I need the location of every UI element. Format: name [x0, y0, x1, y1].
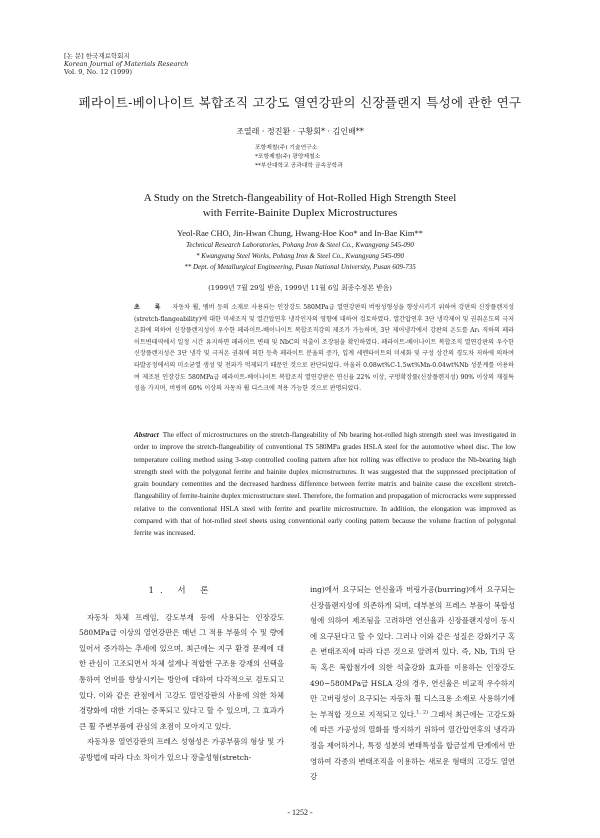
received-date: (1999년 7월 29일 받음, 1999년 11월 6일 최종수정본 받음) [208, 284, 392, 292]
title-english [0, 191, 600, 221]
page-number: - 1252 - [287, 808, 313, 817]
section-heading-introduction: 1. 서 론 [148, 586, 215, 596]
authors-korean: 조열래 · 정진환 · 구황회* · 김인배** [236, 127, 364, 136]
affiliation-ko-1: 포항제철(주) 기술연구소 [255, 145, 318, 151]
affiliation-ko-3: **부산대학교 공과대학 금속공학과 [255, 163, 343, 169]
affiliation-en-1: Technical Research Laboratories, Pohang Iron & Steel Co., Kwangyang 545-090 [186, 241, 414, 249]
abstract-korean-label: 초 록 [134, 304, 167, 311]
abstract-korean-text: 자동차 휠, 멤버 등의 소재로 사용되는 인장강도 580MPa급 열연강판의 버링성형성을 향상시키기 위하여 강판의 신장플랜지성(stretch-flangeability)에 대한 미세조직 및 열간압연후 냉각인자의 영향에 대하여 검토하였다. 열간압연후 3단 냉각제어 및 권취온도의 극저온화에 의하여 신장플랜지성이 우수한 페라이트-베이나이트 복합조직강의 제조가 가능하며, 3단 제어냉각에서 강판의 온도를 Ar₁ 직하의 페라이트변태역에서 일정 시간 유지하면 페라이트 변태 및 NbC의 석출이 조장됨을 확인하였다. 페라이트-베이나이트 복합조직 열연강판의 우수한 신장플랜지성은 3단 냉각 및 극저온 권취에 의한 등축 페라이트 분율의 증가, 입계 세멘타이트의 미세화 및 구성 상간의 경도차 저하에 의하여 타발공정에서의 미소균열 생성 및 전파가 억제되기 때문인 것으로 판단되었다. 아울러 0.08wt%C-1.5wt%Mn-0.04wt%Nb 성분계를 이용하여 제조된 인장강도 580MPa급 페라이트-베이나이트 복합조직 열연강판은 연신율 22% 이상, 구멍확장률(신장플랜지성) 90% 이상의 재질특성을 가지며, 버링비 60% 이상의 자동차 휠 디스크에 적용 가능한 것으로 판명되었다. [134, 304, 514, 393]
journal-name-ko: [논 문] 한국재료학회지 [64, 52, 130, 60]
affiliations-english [0, 240, 600, 273]
affiliation-ko-2: *포항제철(주) 광양제철소 [255, 154, 321, 160]
title-english-line2: with Ferrite-Bainite Duplex Microstructures [202, 207, 398, 219]
journal-name-en: Korean Journal of Materials Research [64, 60, 189, 68]
authors-english: Yeol-Rae CHO, Jin-Hwan Chung, Hwang-Hoe Koo* and In-Bae Kim** [176, 228, 424, 238]
affiliation-en-2: * Kwangyang Steel Works, Pohang Iron & Steel Co., Kwangyang 545-090 [195, 252, 405, 260]
abstract-english-label: Abstract [134, 431, 159, 439]
body-paragraph-3-text: ing)에서 요구되는 연신율과 버링가공(burring)에서 요구되는 신장플랜지성에 의존하게 되며, 대부분의 프레스 부품이 복합성형에 의하여 제조됨을 고려하면 연신율과 신장플랜지성이 동시에 요구된다고 할 수 있다. 그러나 이와 같은 성질은 강화기구 혹은 변태조직에 따라 다른 것으로 알려져 있다. 즉, Nb, Ti의 단독 혹은 복합첨가에 의한 석출강화 효과를 이용하는 인장강도 490~580MPa급 HSLA 강의 경우, 연신율은 비교적 우수하지만 고버링성이 요구되는 자동차 휠 디스크용 소재로 사용하기에는 부적합 것으로 지적되고 있다. [310, 585, 515, 719]
title-english-line1: A Study on the Stretch-flangeability of Hot-Rolled High Strength Steel [143, 192, 457, 204]
body-paragraph-3-tail: 그래서 최근에는 고강도화에 따른 가공성의 열화를 방지하기 위하여 열간압연후의 냉각과정을 제어하거나, 특정 성분의 변태특성을 합금설계 단계에서 반영하여 각종의 변태조직을 이용하는 새로운 형태의 고강도 열연강 [310, 709, 515, 782]
body-column-left [79, 582, 284, 766]
affiliations-korean [255, 144, 343, 171]
body-column-right [310, 582, 515, 785]
journal-header [64, 52, 188, 76]
body-paragraph-3 [310, 582, 515, 785]
journal-volume: Vol. 9, No. 12 (1999) [64, 68, 133, 76]
affiliation-en-3: ** Dept. of Metallurgical Engineering, Pusan National University, Pusan 609-735 [184, 263, 416, 271]
abstract-english [134, 429, 516, 540]
abstract-english-text: The effect of microstructures on the stretch-flangeability of Nb bearing hot-rolled high strength steel was investigated in order to improve the stretch-flangeability of conventional TS 580MPa grades HSLA steel for the automotive wheel disc. The low temperature coiling method using 3-step controlled cooling pattern after hot rolling was effective to produce the Nb-bearing high strength steel with the polygonal ferrite and bainite duplex microstructures. It was suggested that the suppressed precipitation of grain boundary cementites and the decreased hardness difference between ferrite matrix and bainite cause the excellent stretch-flangeability of ferrite-bainite duplex microstructure steel. Therefore, the formation and propagation of microcracks were suppressed relative to the conventional HSLA steel with ferrite and pearlite microstructure. In addition, the elongation was improved as compared with that of hot-rolled steel sheets using conventional early cooling pattern because the volume fraction of polygonal ferrite was increased. [134, 431, 516, 538]
body-paragraph-2: 자동차용 열연강판의 프레스 성형성은 가공부품의 형상 및 가공방법에 따라 다소 차이가 있으나 장출성형(stretch- [79, 737, 284, 762]
abstract-korean [134, 302, 514, 395]
title-korean: 페라이트-베이나이트 복합조직 고강도 열연강판의 신장플랜지 특성에 관한 연구 [78, 95, 522, 110]
reference-marker: 1, 2) [416, 709, 429, 716]
body-paragraph-1: 자동차 차체 프레임, 강도부재 등에 사용되는 인장강도 580MPa급 이상의 열연강판은 매년 그 적용 부품의 수 및 량에 있어서 증가하는 추세에 있으며, 최근에는 지구 환경 문제에 대한 관심이 고조되면서 차체 설계나 적합한 구조용 강재의 선택을 통하여 연비를 향상시키는 방안에 대하여 다각적으로 검토되고 있다. 이와 같은 관점에서 고강도 열연강판의 사용에 의한 차체 경량화에 대한 기대는 증폭되고 있다고 할 수 있으며, 그 효과가 큰 휠 주변부품에 관심의 초점이 모아지고 있다. [79, 612, 284, 731]
